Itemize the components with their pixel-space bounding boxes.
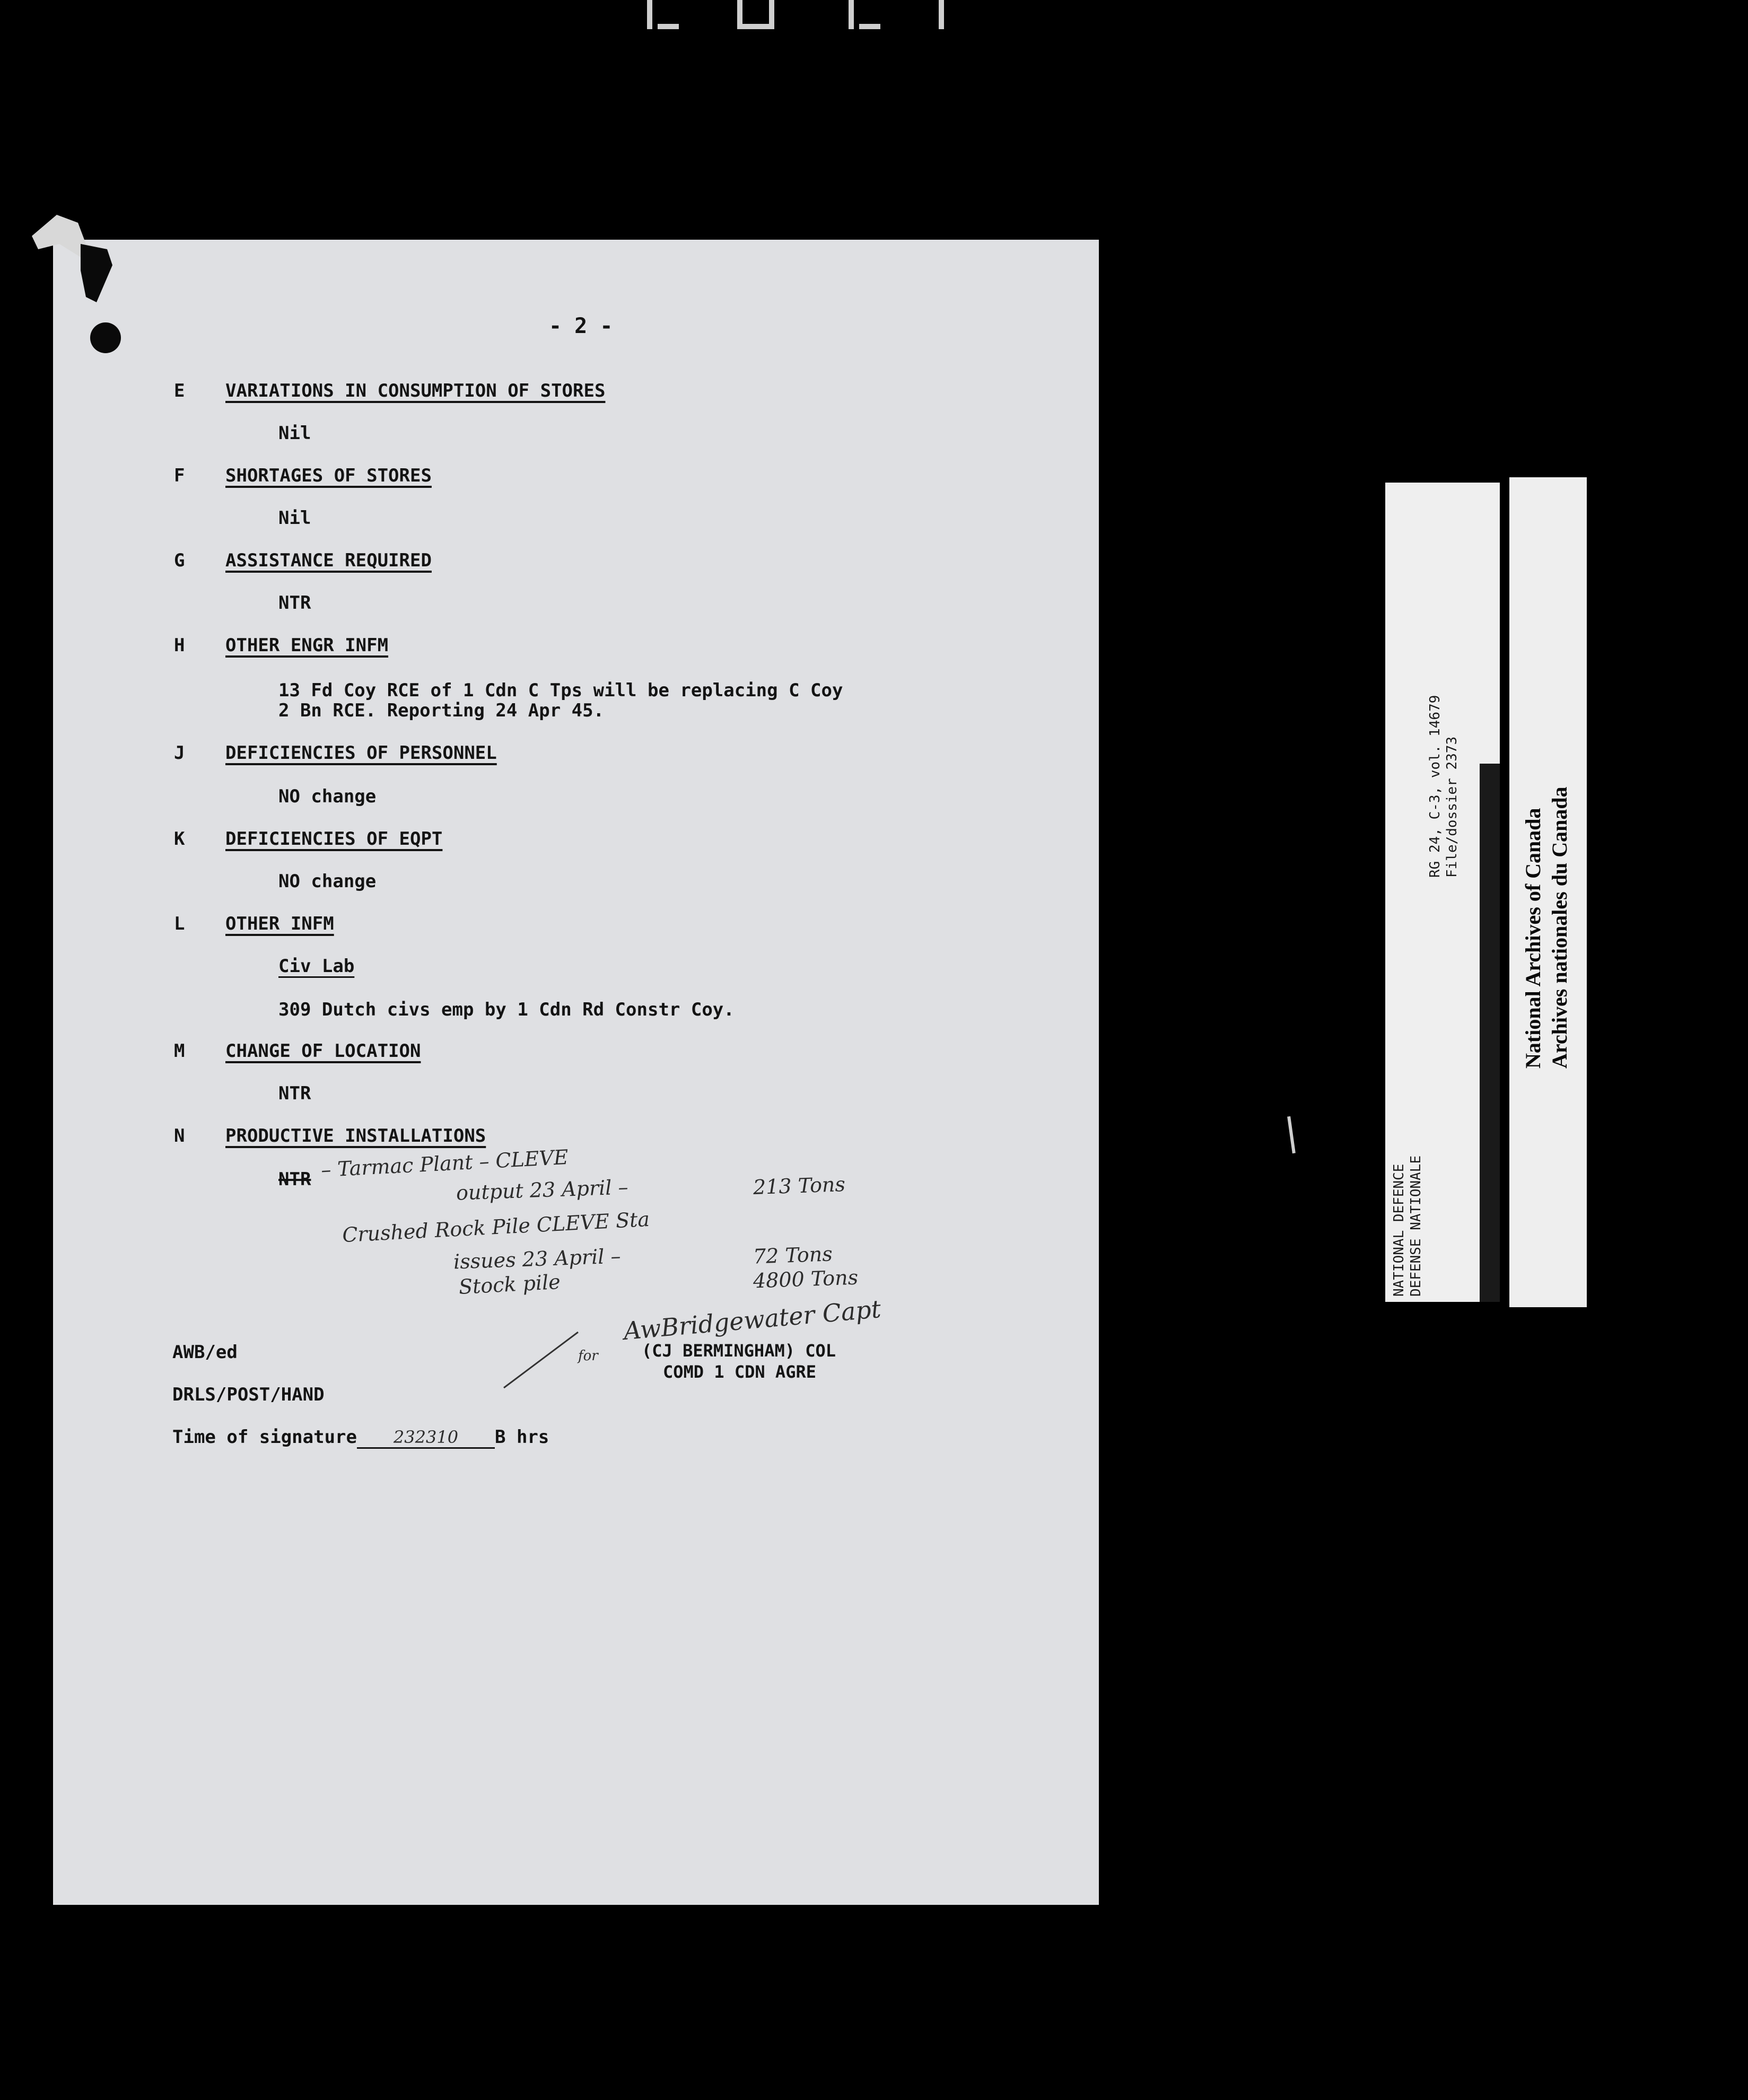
section-letter: M: [174, 1040, 185, 1062]
section-f: [53, 465, 1099, 497]
section-letter: G: [174, 550, 185, 571]
department-name: NATIONAL DEFENCE DEFENSE NATIONALE: [1391, 1155, 1424, 1297]
section-heading: OTHER INFM: [225, 913, 334, 934]
time-label: Time of signature: [172, 1427, 357, 1448]
handwritten-note: Stock pile: [458, 1270, 561, 1299]
archive-name-label: [1509, 477, 1587, 1307]
archive-name: National Archives of Canada Archives nationales du Canada: [1521, 786, 1571, 1069]
subsection-heading: Civ Lab: [278, 956, 355, 977]
section-letter: N: [174, 1125, 185, 1147]
section-heading: CHANGE OF LOCATION: [225, 1040, 421, 1062]
section-letter: K: [174, 828, 185, 850]
section-body: NO change: [278, 871, 377, 892]
handwritten-for-mark: for: [578, 1348, 598, 1364]
section-e: [53, 380, 1099, 412]
section-letter: H: [174, 635, 185, 656]
handwritten-note: output 23 April –: [456, 1175, 629, 1205]
time-value: 232310: [357, 1427, 495, 1449]
reference-initials: AWB/ed: [172, 1342, 238, 1363]
section-l: [53, 913, 1099, 945]
distribution-line: DRLS/POST/HAND: [172, 1384, 325, 1405]
section-heading: VARIATIONS IN CONSUMPTION OF STORES: [225, 380, 606, 401]
handwritten-note: Crushed Rock Pile CLEVE Sta: [342, 1207, 650, 1247]
signatory-name: (CJ BERMINGHAM) COL: [642, 1341, 836, 1361]
handwritten-note: 213 Tons: [753, 1172, 846, 1200]
section-g: [53, 550, 1099, 582]
handwritten-signature: AwBridgewater Capt: [622, 1294, 882, 1346]
handwritten-note: 72 Tons: [753, 1242, 833, 1268]
archive-reference: RG 24, C-3, vol. 14679 File/dossier 2373: [1427, 695, 1460, 878]
section-heading: DEFICIENCIES OF EQPT: [225, 828, 443, 850]
section-heading: DEFICIENCIES OF PERSONNEL: [225, 742, 497, 764]
section-body: NO change: [278, 786, 377, 807]
section-k: [53, 828, 1099, 860]
section-j: [53, 742, 1099, 774]
stamp-divider: [1480, 764, 1500, 1302]
section-body: Nil: [278, 423, 311, 444]
section-body: 2 Bn RCE. Reporting 24 Apr 45.: [278, 700, 605, 721]
section-letter: E: [174, 380, 185, 401]
section-body: 13 Fd Coy RCE of 1 Cdn C Tps will be replacing C Coy: [278, 680, 843, 701]
section-letter: F: [174, 465, 185, 486]
section-body: 309 Dutch civs emp by 1 Cdn Rd Constr Coy.: [278, 999, 735, 1020]
section-heading: OTHER ENGR INFM: [225, 635, 389, 656]
section-body: Nil: [278, 508, 311, 529]
signatory-title: COMD 1 CDN AGRE: [663, 1362, 816, 1382]
section-n: [53, 1125, 1099, 1157]
scan-artifact: [1287, 1116, 1296, 1153]
handwritten-note: 4800 Tons: [753, 1265, 859, 1293]
struck-out-text: NTR: [278, 1169, 311, 1190]
section-m: [53, 1040, 1099, 1072]
section-heading: SHORTAGES OF STORES: [225, 465, 432, 486]
section-body: NTR: [278, 1083, 311, 1104]
section-body: NTR: [278, 592, 311, 614]
top-edge-marks: [636, 0, 965, 37]
document-page: [53, 240, 1099, 1905]
handwritten-note: – Tarmac Plant – CLEVE: [320, 1145, 569, 1182]
handwritten-note: issues 23 April –: [453, 1244, 622, 1274]
section-heading: PRODUCTIVE INSTALLATIONS: [225, 1125, 486, 1147]
time-of-signature: [172, 1427, 549, 1449]
punch-hole: [90, 322, 121, 353]
section-h: [53, 635, 1099, 667]
section-letter: J: [174, 742, 185, 764]
section-letter: L: [174, 913, 185, 934]
page-number: - 2 -: [549, 314, 613, 338]
time-suffix: B hrs: [495, 1427, 549, 1448]
torn-corner: [28, 212, 134, 308]
section-heading: ASSISTANCE REQUIRED: [225, 550, 432, 571]
